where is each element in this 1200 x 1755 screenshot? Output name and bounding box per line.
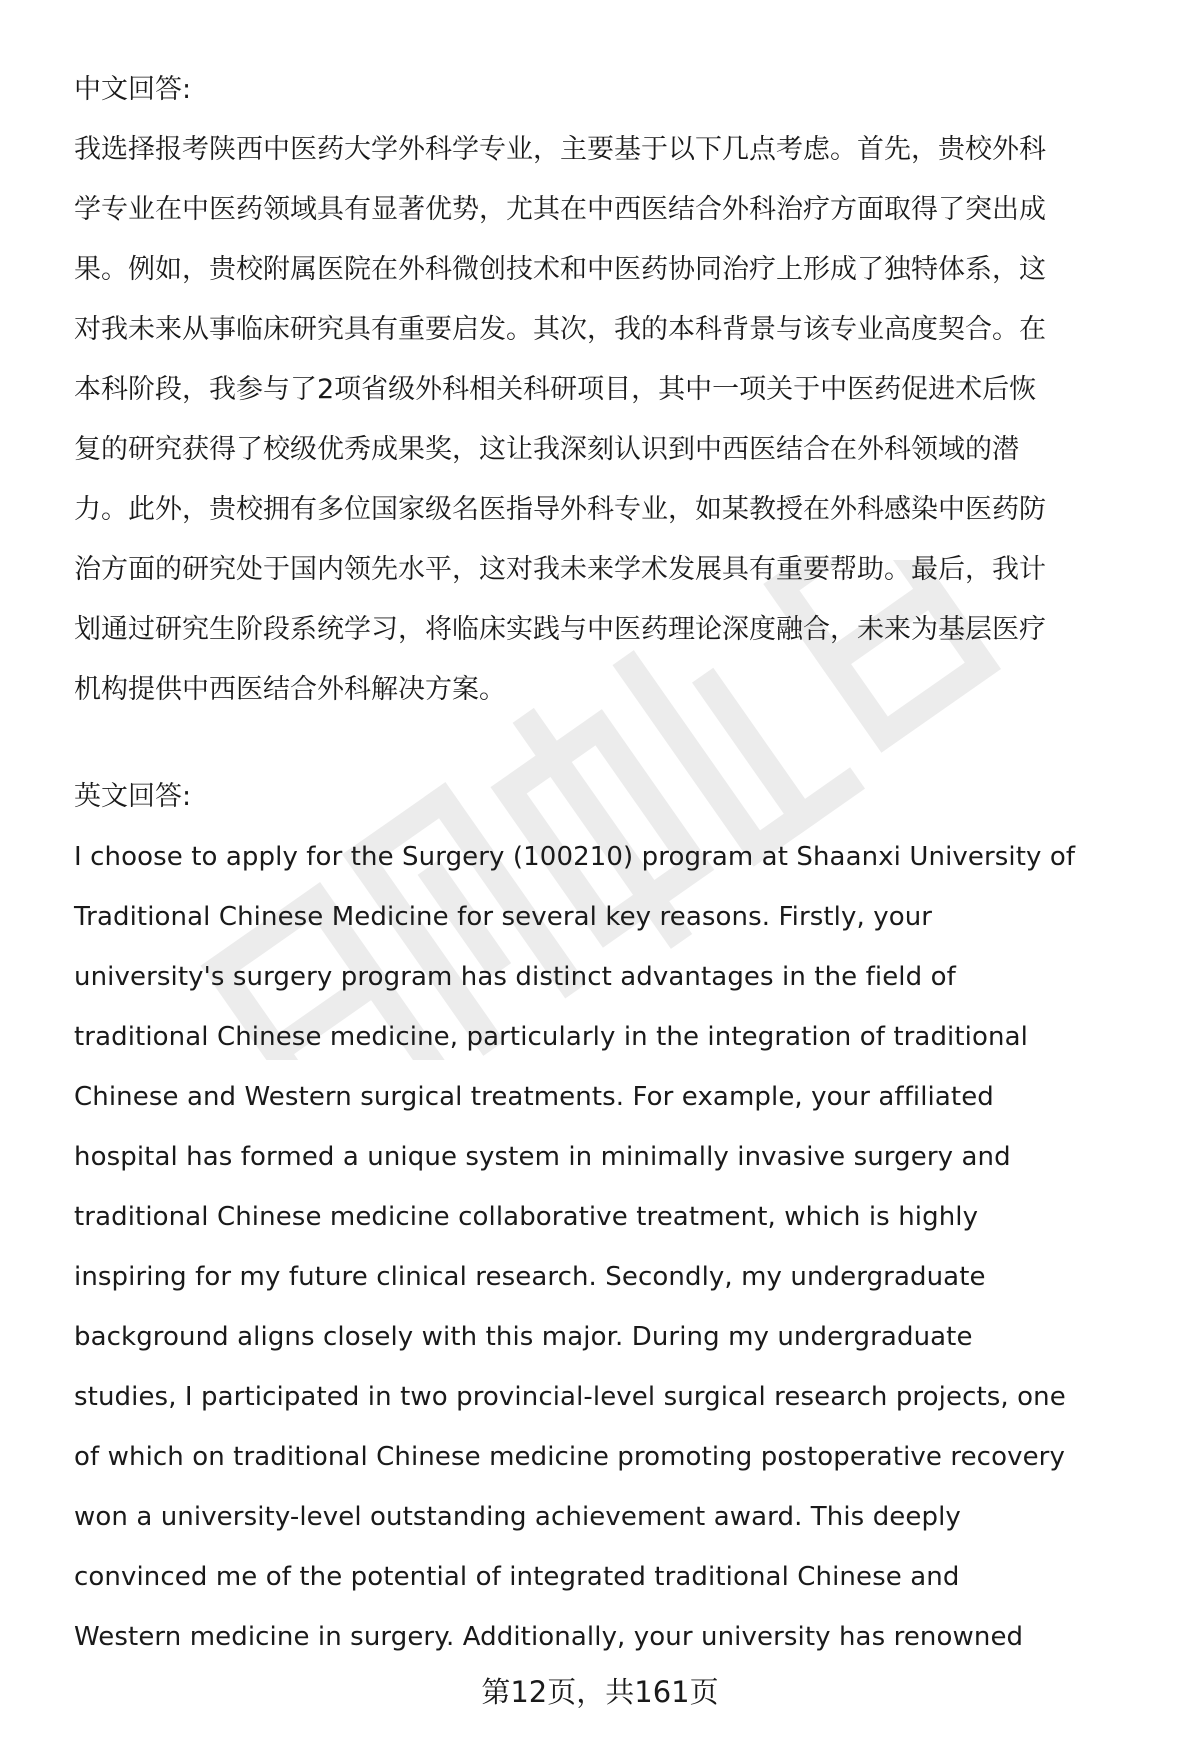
paragraph-line: 果。例如，贵校附属医院在外科微创技术和中医药协同治疗上形成了独特体系，这 bbox=[74, 254, 1046, 285]
page-content bbox=[74, 60, 1154, 1667]
paragraph-line: 我选择报考陕西中医药大学外科学专业，主要基于以下几点考虑。首先，贵校外科 bbox=[74, 134, 1046, 165]
section-spacer bbox=[74, 720, 1154, 767]
paragraph-line: inspiring for my future clinical research. Secondly, my undergraduate bbox=[74, 1262, 986, 1292]
paragraph-line: university's surgery program has distinct advantages in the field of bbox=[74, 962, 956, 992]
paragraph-line: 治方面的研究处于国内领先水平，这对我未来学术发展具有重要帮助。最后，我计 bbox=[74, 554, 1046, 585]
paragraph-line: 机构提供中西医结合外科解决方案。 bbox=[74, 674, 506, 705]
paragraph-line: background aligns closely with this major. During my undergraduate bbox=[74, 1322, 973, 1352]
paragraph-line: Western medicine in surgery. Additionally, your university has renowned bbox=[74, 1622, 1024, 1652]
paragraph-line: Chinese and Western surgical treatments. For example, your affiliated bbox=[74, 1082, 994, 1112]
paragraph-line: studies, I participated in two provincial-level surgical research projects, one bbox=[74, 1382, 1066, 1412]
english-answer-section bbox=[74, 767, 1154, 1667]
paragraph-line: 复的研究获得了校级优秀成果奖，这让我深刻认识到中西医结合在外科领域的潜 bbox=[74, 434, 1019, 465]
paragraph-line: won a university-level outstanding achievement award. This deeply bbox=[74, 1502, 961, 1532]
page-number-footer: 第12页，共161页 bbox=[481, 1675, 719, 1709]
chinese-answer-heading: 中文回答: bbox=[74, 74, 192, 105]
paragraph-line: convinced me of the potential of integrated traditional Chinese and bbox=[74, 1562, 960, 1592]
paragraph-line: traditional Chinese medicine, particularly in the integration of traditional bbox=[74, 1022, 1028, 1052]
paragraph-line: Traditional Chinese Medicine for several key reasons. Firstly, your bbox=[74, 902, 933, 932]
paragraph-line: 本科阶段，我参与了2项省级外科相关科研项目，其中一项关于中医药促进术后恢 bbox=[74, 374, 1037, 405]
paragraph-line: of which on traditional Chinese medicine promoting postoperative recovery bbox=[74, 1442, 1065, 1472]
paragraph-line: 划通过研究生阶段系统学习，将临床实践与中医药理论深度融合，未来为基层医疗 bbox=[74, 614, 1046, 645]
paragraph-line: 对我未来从事临床研究具有重要启发。其次，我的本科背景与该专业高度契合。在 bbox=[74, 314, 1046, 345]
paragraph-line: 力。此外，贵校拥有多位国家级名医指导外科专业，如某教授在外科感染中医药防 bbox=[74, 494, 1046, 525]
paragraph-line: I choose to apply for the Surgery (100210) program at Shaanxi University of bbox=[74, 842, 1076, 872]
paragraph-line: traditional Chinese medicine collaborative treatment, which is highly bbox=[74, 1202, 979, 1232]
english-answer-heading: 英文回答: bbox=[74, 781, 192, 812]
chinese-answer-section bbox=[74, 60, 1154, 720]
paragraph-line: 学专业在中医药领域具有显著优势，尤其在中西医结合外科治疗方面取得了突出成 bbox=[74, 194, 1046, 225]
paragraph-line: hospital has formed a unique system in minimally invasive surgery and bbox=[74, 1142, 1011, 1172]
